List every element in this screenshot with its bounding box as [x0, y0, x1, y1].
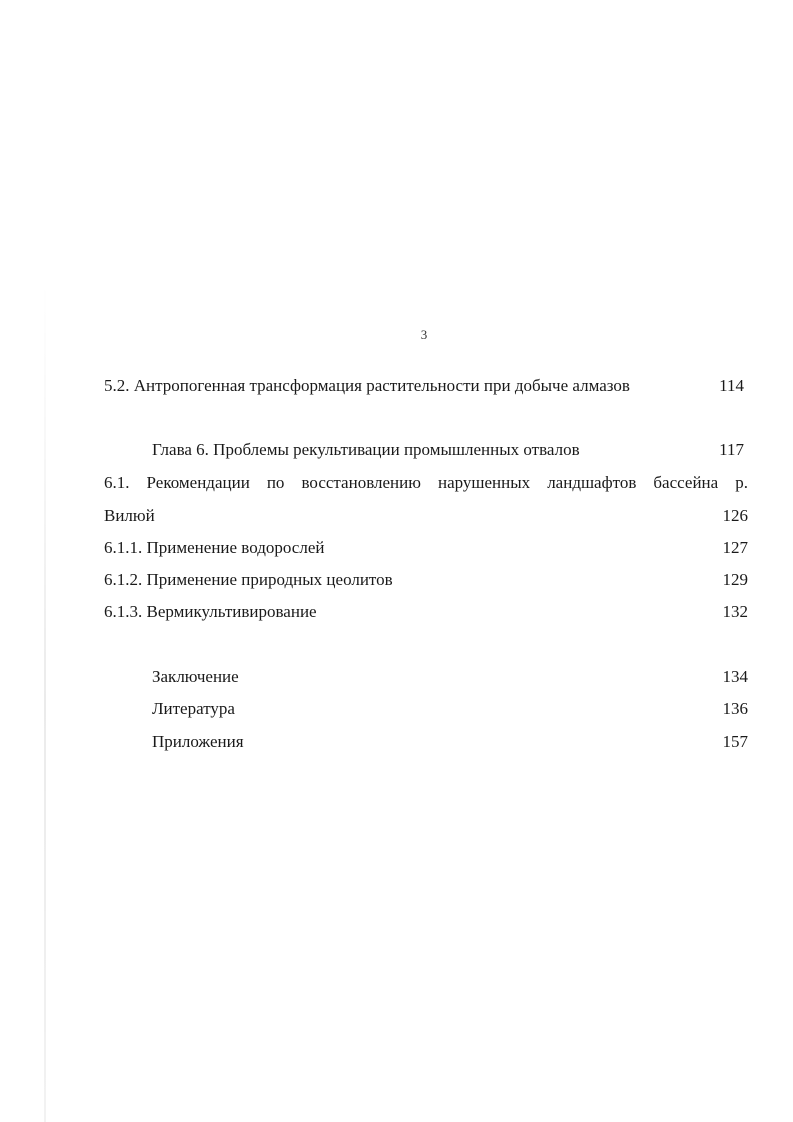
toc-entry-page: 134 [722, 667, 748, 686]
toc-entry-title: 6.1.1. Применение водорослей [104, 538, 325, 557]
toc-entry-page: 136 [722, 699, 748, 718]
page-number: 3 [420, 327, 428, 342]
toc-entry-6-1-1 [104, 537, 748, 559]
scan-edge-shadow [44, 280, 46, 1122]
toc-entry-6-1-line1: 6.1. Рекомендации по восстановлению нарушенных ландшафтов бассейна р. [104, 473, 748, 492]
toc-entry-literature [152, 698, 748, 720]
toc-entry-page: 126 [722, 506, 748, 525]
toc-entry-title: Приложения [152, 732, 244, 751]
toc-entry-page: 127 [722, 538, 748, 557]
toc-entry-6-1-3 [104, 601, 748, 623]
toc-entry-6-1-2 [104, 569, 748, 591]
toc-entry-title: Глава 6. Проблемы рекультивации промышленных отвалов [152, 440, 580, 459]
toc-entry-title: Вилюй [104, 506, 155, 525]
toc-entry-5-2 [104, 375, 744, 397]
toc-entry-chapter-6 [152, 439, 744, 461]
toc-entry-page: 129 [722, 570, 748, 589]
toc-entry-appendices [152, 731, 748, 753]
toc-entry-page: 157 [722, 732, 748, 751]
toc-entry-title: 5.2. Антропогенная трансформация растительности при добыче алмазов [104, 376, 630, 395]
toc-entry-title: Литература [152, 699, 235, 718]
toc-entry-page: 132 [722, 602, 748, 621]
toc-entry-page: 114 [719, 376, 744, 395]
toc-entry-title: 6.1.3. Вермикультивирование [104, 602, 317, 621]
toc-entry-title: 6.1.2. Применение природных цеолитов [104, 570, 393, 589]
toc-entry-6-1-line2 [104, 505, 748, 527]
toc-entry-conclusion [152, 666, 748, 688]
toc-entry-title: Заключение [152, 667, 239, 686]
toc-entry-page: 117 [719, 440, 744, 459]
